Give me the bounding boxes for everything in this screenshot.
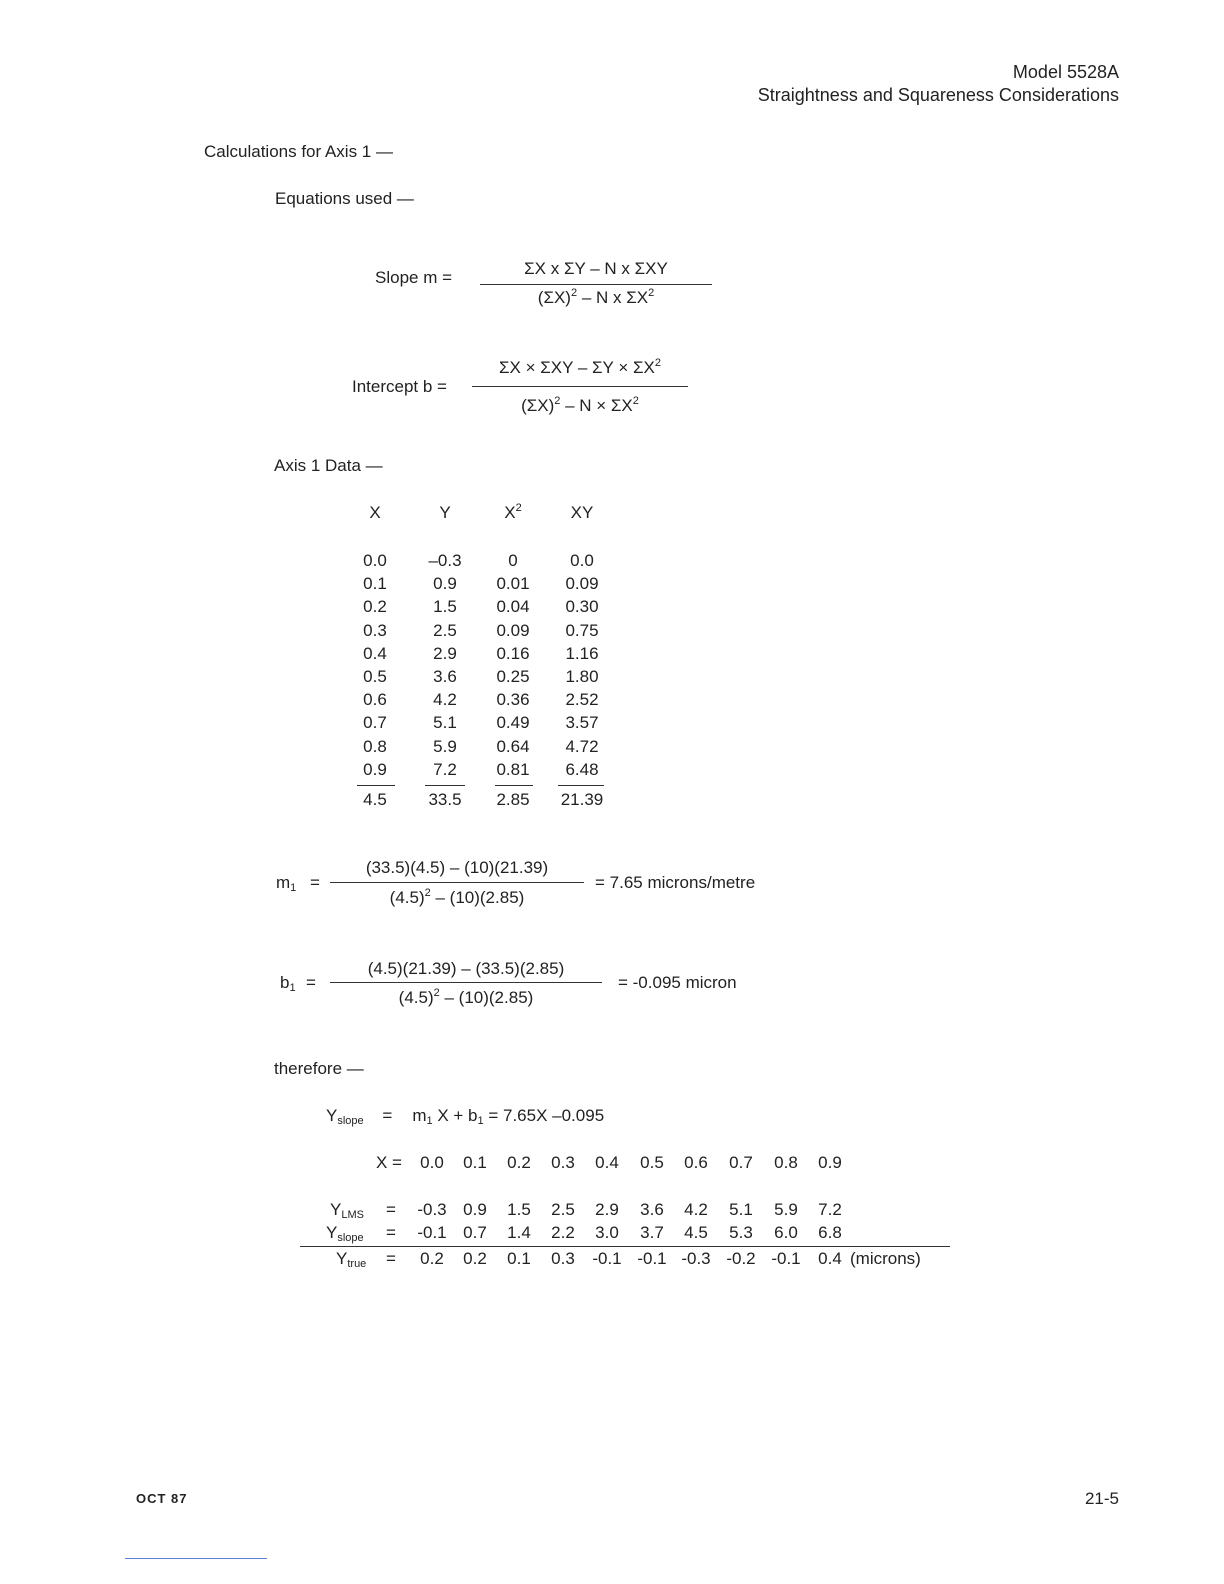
- grid-ylms-label: $Y_{LMS}$: [330, 1200, 364, 1221]
- table-cell-x: 0.7: [363, 713, 387, 733]
- intercept-denominator: $(\Sigma X)^2 - N \times \Sigma X^2$: [521, 395, 639, 415]
- table-cell-xy: 0.30: [565, 597, 599, 617]
- grid-ylms-value: 5.1: [729, 1200, 753, 1219]
- table-cell-x2: 0.16: [496, 643, 530, 663]
- grid-yslope-value: 1.4: [507, 1223, 531, 1242]
- grid-yslope-value: 3.7: [640, 1223, 664, 1242]
- b1-result: = -0.095 micron: [618, 973, 737, 992]
- m1-numerator: (33.5)(4.5) – (10)(21.39): [365, 858, 549, 877]
- table-cell-x: 0.8: [363, 736, 387, 756]
- grid-x-value: 0.5: [640, 1153, 664, 1172]
- grid-yslope-value: 5.3: [729, 1223, 753, 1242]
- grid-ylms-value: 3.6: [640, 1200, 664, 1219]
- col-header-x2: $X^2$: [504, 502, 522, 522]
- total-x: 4.5: [363, 790, 387, 809]
- m1-label: $m_1$: [276, 873, 297, 894]
- footer-page-number: 21-5: [1084, 1489, 1119, 1508]
- grid-ytrue-value: -0.2: [726, 1249, 756, 1268]
- intercept-label: Intercept b =: [352, 377, 447, 396]
- grid-ytrue-eq: =: [386, 1249, 396, 1268]
- table-cell-xy: 6.48: [565, 759, 599, 779]
- grid-ytrue-value: 0.3: [551, 1249, 575, 1268]
- table-cell-xy: 0.75: [565, 620, 599, 640]
- slope-fraction-line: [480, 284, 712, 285]
- footer-rule: [125, 1558, 267, 1559]
- total-y: 33.5: [428, 790, 462, 809]
- table-cell-xy: 4.72: [565, 736, 599, 756]
- grid-ytrue-value: -0.1: [592, 1249, 622, 1268]
- table-cell-y: 3.6: [433, 667, 457, 686]
- table-cell-xy: 0.09: [565, 574, 599, 594]
- table-cell-xy: 1.80: [565, 667, 599, 686]
- grid-x-value: 0.6: [684, 1153, 708, 1172]
- total-x2: 2.85: [496, 790, 530, 809]
- m1-fraction-line: [330, 882, 584, 883]
- total-rule-xy: [558, 785, 604, 786]
- grid-yslope-label: $Y_{slope}$: [326, 1223, 364, 1244]
- b1-equals: =: [306, 973, 316, 992]
- table-cell-x2: 0.04: [496, 597, 530, 617]
- grid-x-value: 0.8: [774, 1153, 798, 1172]
- table-cell-y: 7.2: [433, 759, 457, 779]
- grid-x-value: 0.2: [507, 1153, 531, 1172]
- grid-sum-rule: [300, 1246, 950, 1247]
- table-cell-xy: 0.0: [570, 551, 594, 570]
- m1-equals: =: [310, 873, 320, 892]
- table-cell-y: 1.5: [433, 597, 457, 617]
- table-cell-y: 2.5: [433, 620, 457, 640]
- slope-label: Slope m =: [375, 268, 453, 287]
- table-cell-x: 0.3: [363, 620, 387, 640]
- table-cell-x: 0.5: [363, 667, 387, 686]
- grid-ytrue-value: -0.1: [771, 1249, 801, 1268]
- table-cell-x2: 0.81: [496, 759, 530, 779]
- m1-result: = 7.65 microns/metre: [595, 873, 756, 892]
- total-rule-x2: [495, 785, 533, 786]
- grid-ylms-value: 1.5: [507, 1200, 531, 1219]
- col-header-x: X: [369, 503, 381, 522]
- grid-ylms-eq: =: [386, 1200, 396, 1219]
- total-rule-y: [425, 785, 465, 786]
- slope-denominator: $(\Sigma X)^2$ – N x $\Sigma X^2$: [537, 287, 655, 307]
- intercept-fraction-line: [472, 386, 688, 387]
- grid-x-value: 0.7: [729, 1153, 753, 1172]
- grid-x-value: 0.4: [595, 1153, 619, 1172]
- header-section: Straightness and Squareness Considerations: [757, 85, 1119, 105]
- grid-x-value: 0.1: [463, 1153, 487, 1172]
- grid-ytrue-value: 0.2: [463, 1249, 487, 1268]
- table-cell-y: –0.3: [428, 551, 462, 570]
- grid-ylms-value: 0.9: [463, 1200, 487, 1219]
- b1-fraction-line: [330, 982, 602, 983]
- table-cell-x2: 0.64: [496, 736, 530, 756]
- table-cell-x: 0.6: [363, 690, 387, 710]
- b1-label: $b_1$: [280, 973, 296, 994]
- calc-heading: Calculations for Axis 1 —: [204, 142, 393, 161]
- table-cell-xy: 3.57: [565, 713, 599, 733]
- col-header-y: Y: [439, 503, 451, 522]
- table-cell-xy: 2.52: [565, 690, 599, 710]
- col-header-xy: XY: [570, 503, 594, 522]
- table-cell-y: 2.9: [433, 643, 457, 663]
- table-cell-x: 0.0: [363, 551, 387, 570]
- table-cell-xy: 1.16: [565, 643, 599, 663]
- grid-ytrue-value: 0.2: [420, 1249, 444, 1268]
- grid-ytrue-label: $Y_{true}$: [336, 1249, 367, 1270]
- grid-ylms-value: 2.9: [595, 1200, 619, 1219]
- grid-x-value: 0.3: [551, 1153, 575, 1172]
- grid-ylms-value: 7.2: [818, 1200, 842, 1219]
- table-cell-x: 0.2: [363, 597, 387, 617]
- table-cell-y: 5.9: [433, 736, 457, 756]
- grid-yslope-value: 6.8: [818, 1223, 842, 1242]
- grid-ytrue-value: 0.4: [818, 1249, 842, 1268]
- grid-x-label: X =: [376, 1153, 402, 1172]
- table-cell-x2: 0.36: [496, 690, 530, 710]
- slope-numerator: ΣX x ΣY – N x ΣXY: [524, 259, 668, 278]
- table-cell-x: 0.9: [363, 759, 387, 779]
- grid-ylms-value: 5.9: [774, 1200, 798, 1219]
- intercept-numerator: $\Sigma X \times \Sigma XY - \Sigma Y \times \Sigma X^2$: [499, 357, 661, 377]
- grid-yslope-value: 2.2: [551, 1223, 575, 1242]
- grid-ylms-value: 2.5: [551, 1200, 575, 1219]
- grid-yslope-value: -0.1: [417, 1223, 447, 1242]
- data-heading: Axis 1 Data —: [274, 456, 383, 475]
- grid-ylms-value: -0.3: [417, 1200, 447, 1219]
- grid-yslope-eq: =: [386, 1223, 396, 1242]
- therefore-heading: therefore —: [274, 1059, 364, 1078]
- b1-numerator: (4.5)(21.39) – (33.5)(2.85): [367, 959, 565, 978]
- header-model: Model 5528A: [1012, 62, 1119, 82]
- table-cell-x2: 0: [508, 551, 518, 570]
- table-cell-x: 0.4: [363, 643, 387, 663]
- table-cell-y: 5.1: [433, 713, 457, 733]
- table-cell-x2: 0.09: [496, 620, 530, 640]
- equations-heading: Equations used —: [275, 189, 414, 208]
- grid-ylms-value: 4.2: [684, 1200, 708, 1219]
- yslope-equation: $Y_{slope} = m_1$ $X + b_1 = 7.65X$ –0.095: [326, 1106, 605, 1127]
- m1-denominator: $(4.5)^2 - (10)(2.85)$: [389, 887, 525, 907]
- grid-x-value: 0.9: [818, 1153, 842, 1172]
- footer-date: OCT 87: [136, 1491, 188, 1506]
- grid-ytrue-value: -0.3: [681, 1249, 711, 1268]
- grid-yslope-value: 4.5: [684, 1223, 708, 1242]
- grid-yslope-value: 3.0: [595, 1223, 619, 1242]
- total-rule-x: [357, 785, 395, 786]
- grid-yslope-value: 6.0: [774, 1223, 798, 1242]
- grid-x-value: 0.0: [420, 1153, 444, 1172]
- table-cell-y: 4.2: [433, 690, 457, 710]
- grid-yslope-value: 0.7: [463, 1223, 487, 1242]
- total-xy: 21.39: [560, 790, 604, 809]
- table-cell-x2: 0.25: [496, 667, 530, 686]
- table-cell-x2: 0.49: [496, 713, 530, 733]
- table-cell-x: 0.1: [363, 574, 387, 594]
- table-cell-y: 0.9: [433, 574, 457, 594]
- table-cell-x2: 0.01: [496, 574, 530, 594]
- grid-ytrue-value: 0.1: [507, 1249, 531, 1268]
- grid-unit: (microns): [850, 1249, 921, 1268]
- b1-denominator: $(4.5)^2 - (10)(2.85)$: [398, 987, 534, 1007]
- grid-ytrue-value: -0.1: [637, 1249, 667, 1268]
